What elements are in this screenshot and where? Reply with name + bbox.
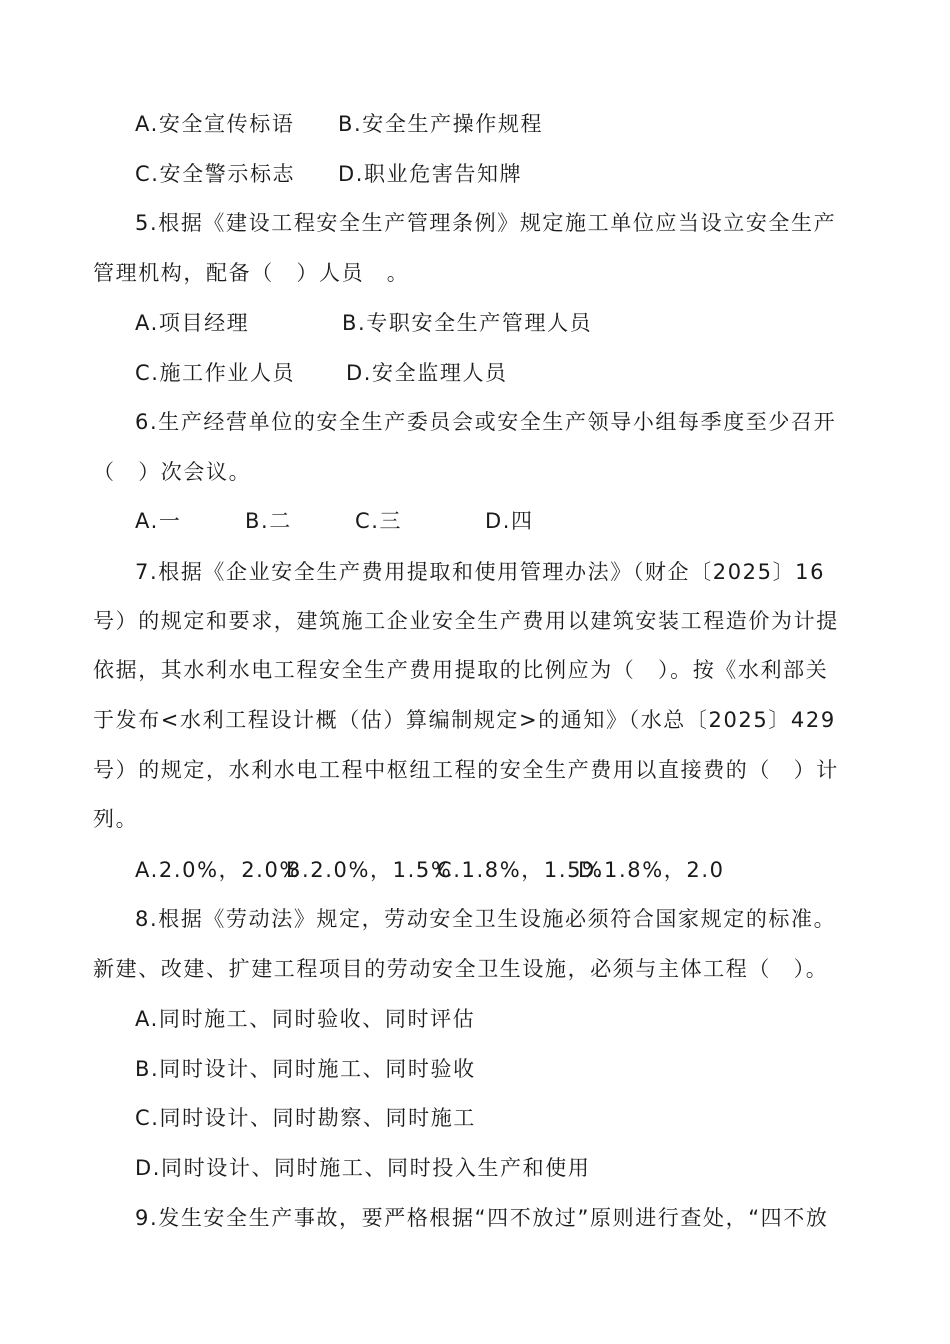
q6-option-b: B.二 [245, 509, 292, 533]
q4-option-a: A.安全宣传标语 [135, 112, 295, 136]
q7-stem-line-2: 号）的规定和要求，建筑施工企业安全生产费用以建筑安装工程造价为计提 [93, 609, 839, 633]
q6-stem-line-2: （ ）次会议。 [93, 460, 252, 484]
q8-stem-line-1: 8.根据《劳动法》规定，劳动安全卫生设施必须符合国家规定的标准。 [135, 907, 837, 931]
q7-option-c: C.1.8%，1.5% [437, 858, 604, 882]
q8-option-b: B.同时设计、同时施工、同时验收 [135, 1057, 476, 1081]
q4-option-d: D.职业危害告知牌 [338, 162, 523, 186]
q5-option-d: D.安全监理人员 [346, 361, 508, 385]
q5-option-c: C.施工作业人员 [135, 361, 296, 385]
q4-option-b: B.安全生产操作规程 [338, 112, 544, 136]
q7-stem-line-5: 号）的规定，水利水电工程中枢纽工程的安全生产费用以直接费的（ ）计 [93, 758, 839, 782]
q6-stem-line-1: 6.生产经营单位的安全生产委员会或安全生产领导小组每季度至少召开 [135, 410, 837, 434]
q5-option-a: A.项目经理 [135, 311, 250, 335]
q6-options [135, 507, 835, 675]
q8-stem-line-2: 新建、改建、扩建工程项目的劳动安全卫生设施，必须与主体工程（ ）。 [93, 957, 829, 981]
q7-stem-line-4: 于发布<水利工程设计概（估）算编制规定>的通知》（水总〔2025〕429 [93, 708, 836, 732]
q7-option-a: A.2.0%，2.0% [135, 858, 301, 882]
q8-option-c: C.同时设计、同时勘察、同时施工 [135, 1106, 476, 1130]
q9-stem-line-1: 9.发生安全生产事故，要严格根据“四不放过”原则进行查处，“四不放 [135, 1206, 829, 1230]
q7-options [135, 856, 835, 1024]
q4-option-c: C.安全警示标志 [135, 162, 296, 186]
q7-stem-line-3: 依据，其水利水电工程安全生产费用提取的比例应为（ ）。按《水利部关 [93, 658, 829, 682]
q7-stem-line-6: 列。 [93, 807, 139, 831]
q7-stem-line-1: 7.根据《企业安全生产费用提取和使用管理办法》（财企〔2025〕16 [135, 560, 826, 584]
q7-option-b: B.2.0%，1.5% [286, 858, 453, 882]
q7-option-d: D.1.8%，2.0 [578, 858, 725, 882]
q5-stem-line-1: 5.根据《建设工程安全生产管理条例》规定施工单位应当设立安全生产 [135, 211, 837, 235]
q5-option-b: B.专职安全生产管理人员 [342, 311, 593, 335]
q6-option-c: C.三 [355, 509, 403, 533]
q6-option-a: A.一 [135, 509, 182, 533]
q8-option-a: A.同时施工、同时验收、同时评估 [135, 1007, 476, 1031]
q5-stem-line-2: 管理机构，配备（ ）人员 。 [93, 261, 410, 285]
q6-option-d: D.四 [485, 509, 534, 533]
q8-option-d: D.同时设计、同时施工、同时投入生产和使用 [135, 1156, 591, 1180]
